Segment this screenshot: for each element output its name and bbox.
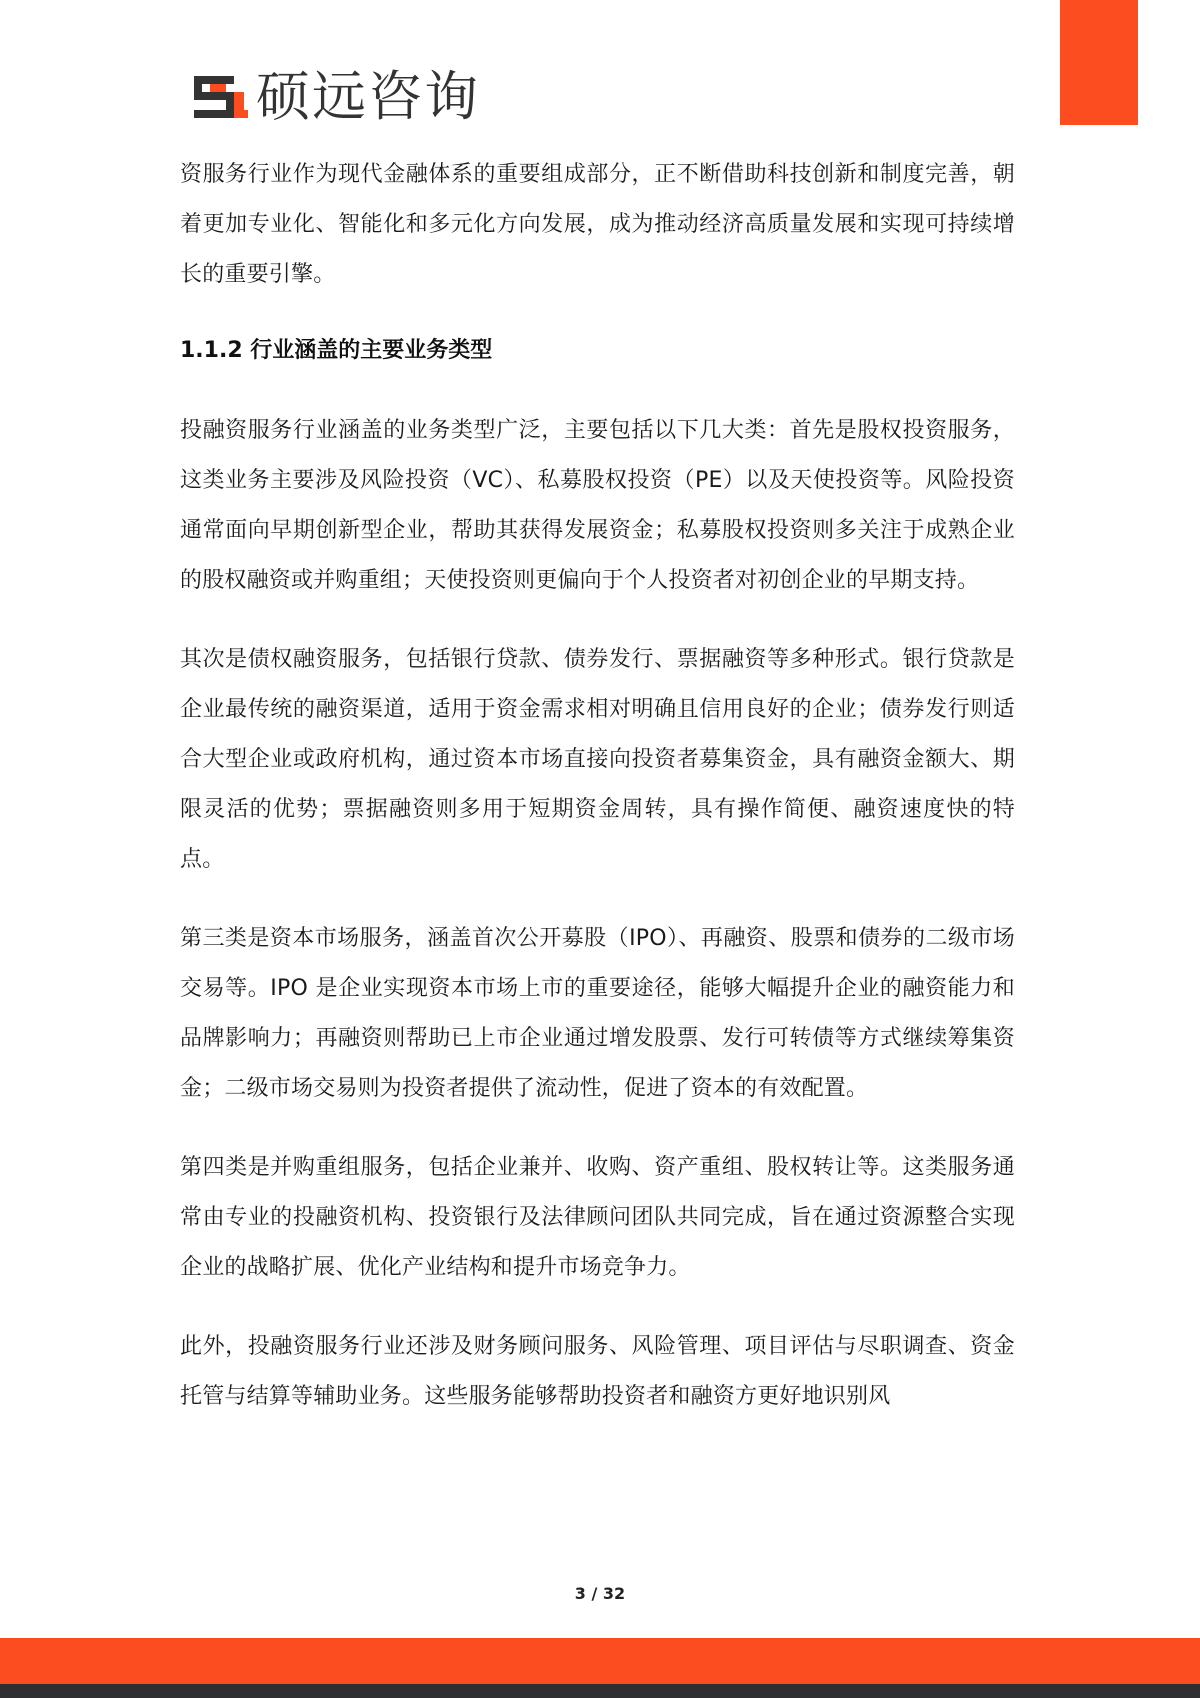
- top-accent-bar: [1060, 0, 1138, 125]
- logo-mark-icon: [194, 70, 248, 124]
- section-heading: 1.1.2 行业涵盖的主要业务类型: [180, 338, 493, 363]
- footer-accent-bar: [0, 1638, 1200, 1684]
- page-number: 3 / 32: [574, 1584, 626, 1603]
- paragraph-equity: 投融资服务行业涵盖的业务类型广泛，主要包括以下几大类：首先是股权投资服务，这类业务主要涉及风险投资（VC）、私募股权投资（PE）以及天使投资等。风险投资通常面向早期创新型企业，帮助其获得发展资金；私募股权投资则多关注于成熟企业的股权融资或并购重组；天使投资则更偏向于个人投资者对初创企业的早期支持。: [180, 418, 1015, 593]
- paragraph-capital-market: 第三类是资本市场服务，涵盖首次公开募股（IPO）、再融资、股票和债券的二级市场交易等。IPO 是企业实现资本市场上市的重要途径，能够大幅提升企业的融资能力和品牌影响力；再融资则帮助已上市企业通过增发股票、发行可转债等方式继续筹集资金；二级市场交易则为投资者提供了流动性，促进了资本的有效配置。: [180, 926, 1015, 1101]
- company-logo: [194, 65, 480, 128]
- paragraph-debt: 其次是债权融资服务，包括银行贷款、债券发行、票据融资等多种形式。银行贷款是企业最传统的融资渠道，适用于资金需求相对明确且信用良好的企业；债券发行则适合大型企业或政府机构，通过资本市场直接向投资者募集资金，具有融资金额大、期限灵活的优势；票据融资则多用于短期资金周转，具有操作简便、融资速度快的特点。: [180, 647, 1015, 872]
- document-body: [180, 150, 1015, 1422]
- footer-dark-strip: [0, 1684, 1200, 1698]
- paragraph-other-services: 此外，投融资服务行业还涉及财务顾问服务、风险管理、项目评估与尽职调查、资金托管与结算等辅助业务。这些服务能够帮助投资者和融资方更好地识别风: [180, 1334, 1015, 1409]
- paragraph-mna: 第四类是并购重组服务，包括企业兼并、收购、资产重组、股权转让等。这类服务通常由专业的投融资机构、投资银行及法律顾问团队共同完成，旨在通过资源整合实现企业的战略扩展、优化产业结构和提升市场竞争力。: [180, 1155, 1015, 1280]
- logo-text: 硕远咨询: [256, 65, 480, 128]
- intro-paragraph: 资服务行业作为现代金融体系的重要组成部分，正不断借助科技创新和制度完善，朝着更加专业化、智能化和多元化方向发展，成为推动经济高质量发展和实现可持续增长的重要引擎。: [180, 162, 1015, 287]
